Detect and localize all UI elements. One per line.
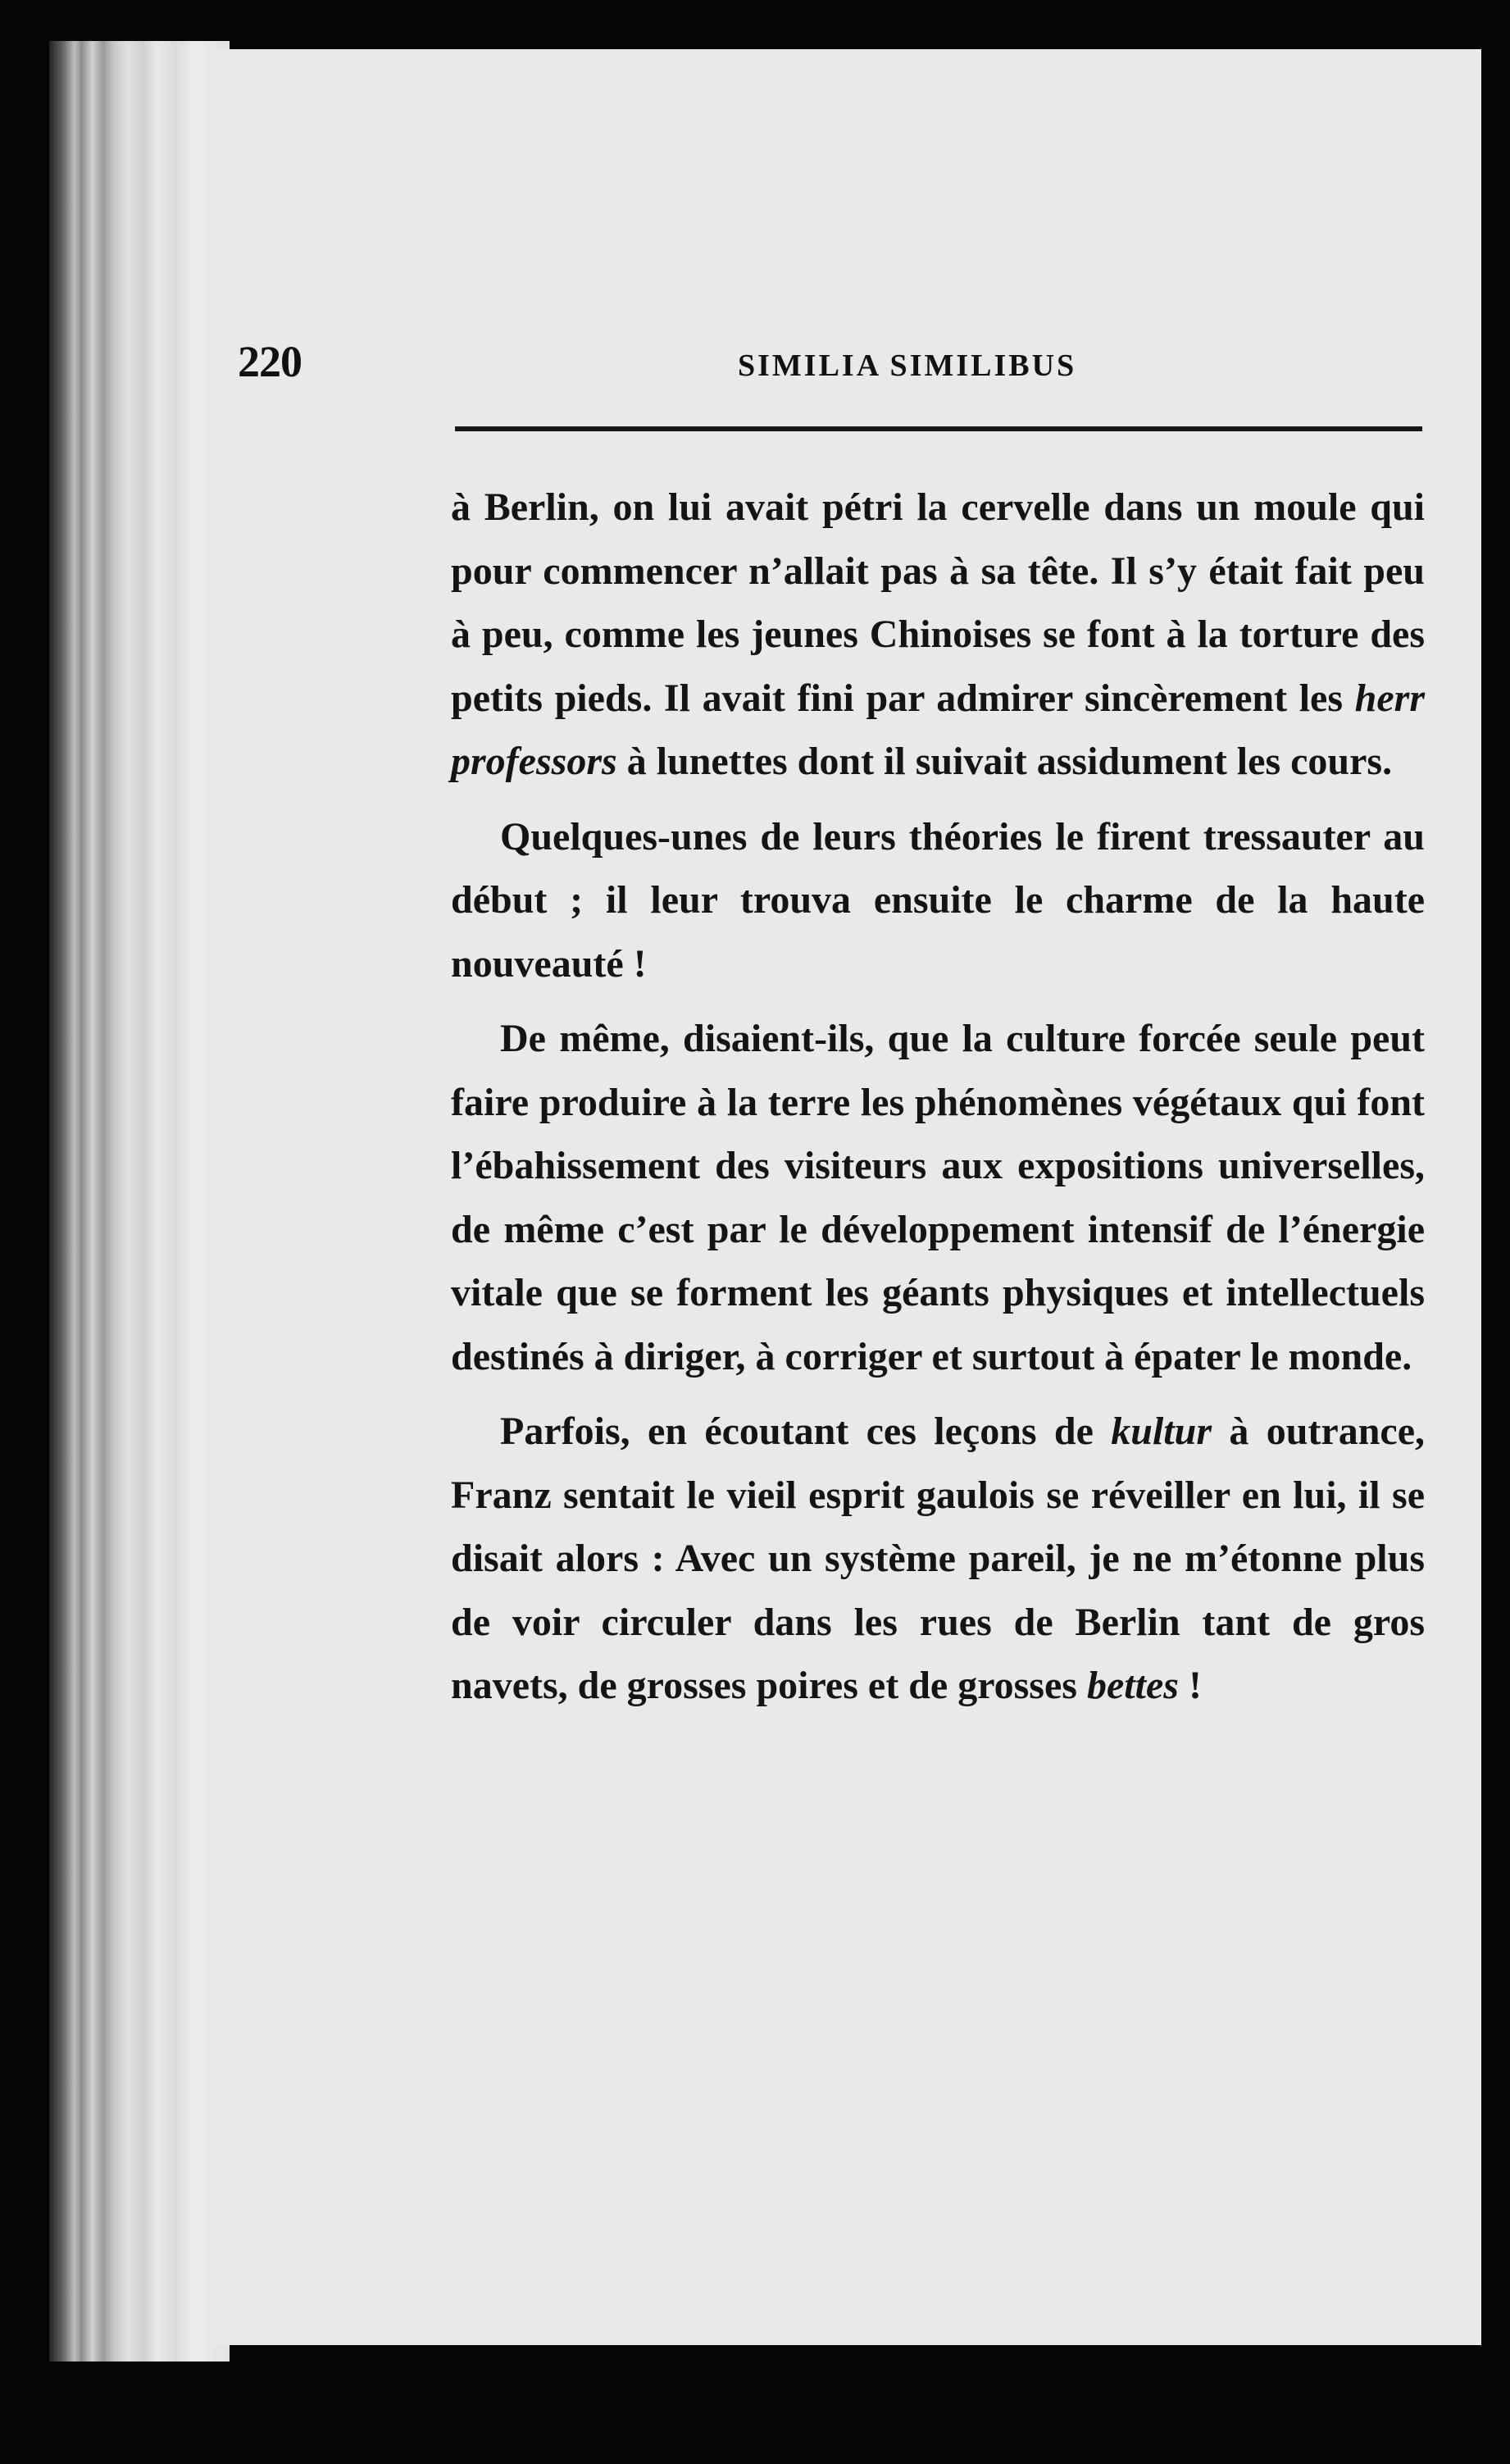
paragraph-text: Quelques-unes de leurs théories le firent tressauter au début ; il leur trouva ensuite le charme de la haute nouveauté ! <box>451 814 1425 986</box>
running-header <box>238 336 1426 394</box>
paragraph-text: à lunettes dont il suivait assidument les cours. <box>616 740 1393 783</box>
paragraph-text: à outrance, Franz sentait le vieil esprit gaulois se réveiller en lui, il se disait alors : Avec un système pareil, je ne m’étonne plus de voir circuler dans les rues de Berlin tant de gros navets, de grosses poires et de grosses <box>451 1410 1425 1707</box>
header-rule <box>455 426 1422 431</box>
paragraph-text: De même, disaient-ils, que la culture forcée seule peut faire produire à la terre les phénomènes végétaux qui font l’ébahissement des visiteurs aux expositions universelles, de même c’est par le développement intensif de l’énergie vitale que se forment les géants physiques et intellectuels destinés à diriger, à corriger et surtout à épater le monde. <box>451 1017 1425 1378</box>
paragraph-text: à Berlin, on lui avait pétri la cervelle dans un moule qui pour commencer n’allait pas à sa tête. Il s’y était fait peu à peu, comme les jeunes Chinoises se font à la torture des petits pieds. Il avait fini par admirer sincèrement les <box>451 485 1425 720</box>
paragraph-text: Parfois, en écoutant ces leçons de <box>500 1410 1112 1453</box>
paragraph <box>451 1400 1425 1718</box>
paragraph <box>451 805 1425 996</box>
book-page-edges <box>49 41 230 2362</box>
paragraph-text: ! <box>1178 1664 1202 1707</box>
paragraph <box>451 476 1425 794</box>
body-text <box>451 476 1425 1729</box>
paragraph-italic-text: bettes <box>1086 1664 1179 1707</box>
paragraph-italic-text: herr professors <box>451 676 1425 783</box>
page-number: 220 <box>238 337 302 386</box>
paragraph <box>451 1007 1425 1388</box>
running-title: SIMILIA SIMILIBUS <box>738 348 1077 383</box>
paragraph-italic-text: kultur <box>1111 1410 1212 1453</box>
